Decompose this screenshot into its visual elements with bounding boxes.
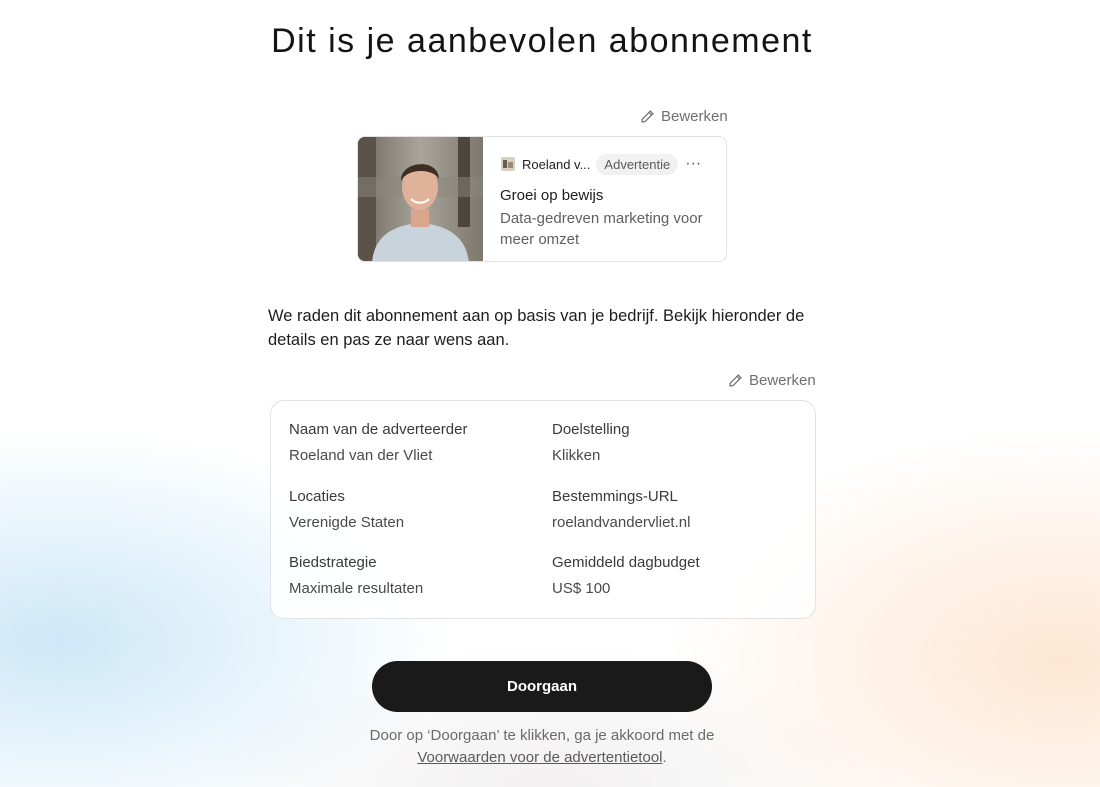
ad-image xyxy=(358,137,483,262)
detail-destination-url xyxy=(552,488,690,531)
intro-text: We raden dit abonnement aan op basis van je bedrijf. Bekijk hieronder de details en pas ze naar wens aan. xyxy=(268,307,805,349)
ad-description: Data-gedreven marketing voor meer omzet xyxy=(500,210,703,248)
detail-value: Verenigde Staten xyxy=(289,514,405,531)
terms-text: Door op ‘Doorgaan’ te klikken, ga je akkoord met de xyxy=(369,727,715,744)
pencil-icon xyxy=(640,109,655,124)
ad-badge: Advertentie xyxy=(596,154,678,175)
terms-notice xyxy=(0,725,1084,769)
detail-label: Locaties xyxy=(289,488,345,505)
detail-value: US$ 100 xyxy=(552,580,611,597)
advertiser-favicon-icon xyxy=(500,156,516,172)
detail-label: Naam van de adverteerder xyxy=(289,421,468,438)
detail-advertiser-name xyxy=(289,421,467,464)
edit-label: Bewerken xyxy=(749,372,816,389)
continue-button[interactable]: Doorgaan xyxy=(372,661,712,712)
detail-daily-budget xyxy=(552,554,700,597)
page-title: Dit is je aanbevolen abonnement xyxy=(271,22,813,60)
terms-link-line xyxy=(0,747,1084,769)
detail-value: roelandvandervliet.nl xyxy=(552,514,691,531)
detail-value: Roeland van der Vliet xyxy=(289,447,433,464)
detail-objective xyxy=(552,421,630,464)
edit-ad-preview-button[interactable] xyxy=(640,108,728,125)
detail-label: Bestemmings-URL xyxy=(552,488,678,505)
ad-preview-card xyxy=(357,136,727,262)
pencil-icon xyxy=(728,373,743,388)
edit-label: Bewerken xyxy=(661,108,728,125)
detail-value: Maximale resultaten xyxy=(289,580,424,597)
detail-label: Doelstelling xyxy=(552,421,630,438)
detail-bid-strategy xyxy=(289,554,423,597)
detail-locations xyxy=(289,488,404,531)
detail-value: Klikken xyxy=(552,447,601,464)
more-options-icon[interactable]: ··· xyxy=(685,155,702,172)
detail-label: Biedstrategie xyxy=(289,554,377,571)
edit-details-button[interactable] xyxy=(728,372,816,389)
plan-details-card xyxy=(270,400,816,619)
terms-suffix: . xyxy=(662,749,667,766)
terms-link[interactable]: Voorwaarden voor de advertentietool xyxy=(417,749,663,766)
ad-advertiser-name: Roeland v... xyxy=(522,156,591,172)
ad-headline: Groei op bewijs xyxy=(500,187,604,204)
detail-label: Gemiddeld dagbudget xyxy=(552,554,700,571)
